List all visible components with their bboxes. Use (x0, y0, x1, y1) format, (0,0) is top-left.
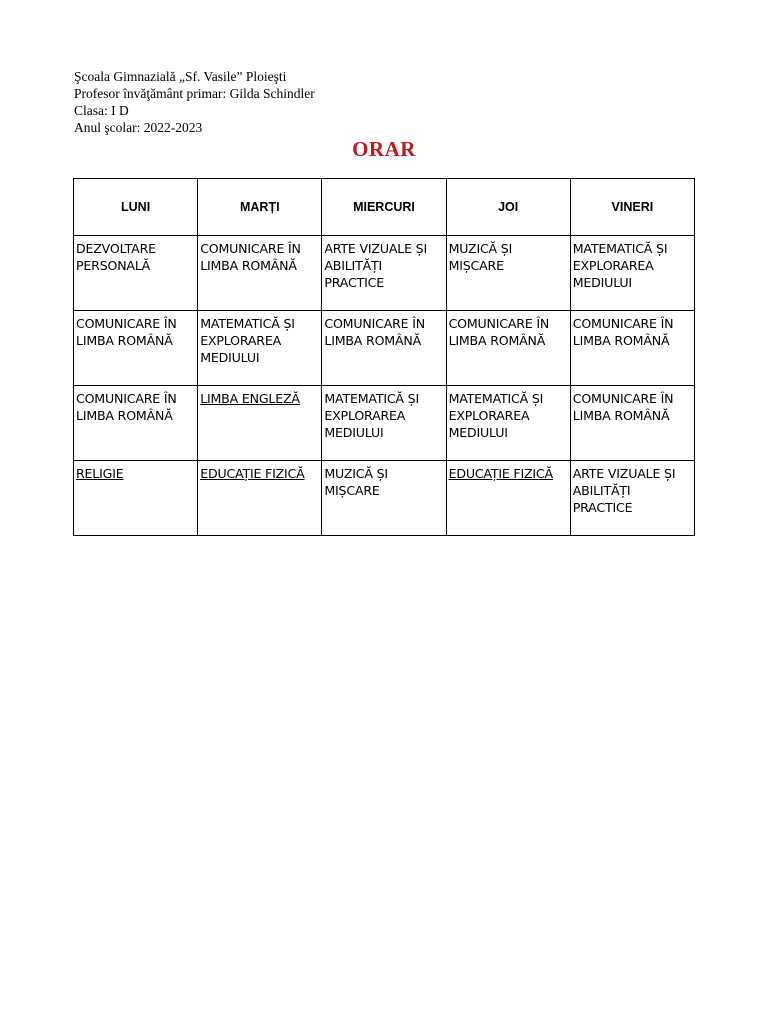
lesson-cell: COMUNICARE ÎN LIMBA ROMÂNĂ (198, 236, 322, 311)
school-year: Anul şcolar: 2022-2023 (74, 120, 203, 135)
table-row (74, 461, 695, 536)
lesson-cell: MUZICĂ ȘI MIȘCARE (446, 236, 570, 311)
lesson-cell: COMUNICARE ÎN LIMBA ROMÂNĂ (446, 311, 570, 386)
lesson-cell: COMUNICARE ÎN LIMBA ROMÂNĂ (74, 311, 198, 386)
lesson-cell: MATEMATICĂ ȘI EXPLORAREA MEDIULUI (446, 386, 570, 461)
timetable-header-row (74, 179, 695, 236)
table-row (74, 311, 695, 386)
lesson-cell: ARTE VIZUALE ȘI ABILITĂȚI PRACTICE (570, 461, 694, 536)
lesson-cell: COMUNICARE ÎN LIMBA ROMÂNĂ (570, 386, 694, 461)
lesson-cell: MUZICĂ ȘI MIȘCARE (322, 461, 446, 536)
day-header: MIERCURI (322, 179, 446, 236)
lesson-cell: COMUNICARE ÎN LIMBA ROMÂNĂ (74, 386, 198, 461)
lesson-cell: EDUCAȚIE FIZICĂ (446, 461, 570, 536)
lesson-cell: MATEMATICĂ ȘI EXPLORAREA MEDIULUI (322, 386, 446, 461)
page-title: ORAR (352, 137, 416, 161)
table-row (74, 386, 695, 461)
timetable (73, 178, 695, 536)
table-row (74, 236, 695, 311)
lesson-cell: COMUNICARE ÎN LIMBA ROMÂNĂ (570, 311, 694, 386)
class-name: Clasa: I D (74, 103, 129, 118)
teacher-name: Profesor învăţământ primar: Gilda Schindler (74, 86, 315, 101)
lesson-cell: DEZVOLTARE PERSONALĂ (74, 236, 198, 311)
lesson-cell: EDUCAȚIE FIZICĂ (198, 461, 322, 536)
day-header: JOI (446, 179, 570, 236)
lesson-cell: LIMBA ENGLEZĂ (198, 386, 322, 461)
school-name: Şcoala Gimnazială „Sf. Vasile” Ploieşti (74, 69, 287, 84)
day-header: VINERI (570, 179, 694, 236)
lesson-cell: MATEMATICĂ ȘI EXPLORAREA MEDIULUI (570, 236, 694, 311)
lesson-cell: RELIGIE (74, 461, 198, 536)
lesson-cell: ARTE VIZUALE ȘI ABILITĂȚI PRACTICE (322, 236, 446, 311)
day-header: LUNI (74, 179, 198, 236)
document-header (74, 68, 315, 136)
lesson-cell: MATEMATICĂ ȘI EXPLORAREA MEDIULUI (198, 311, 322, 386)
day-header: MARȚI (198, 179, 322, 236)
lesson-cell: COMUNICARE ÎN LIMBA ROMÂNĂ (322, 311, 446, 386)
